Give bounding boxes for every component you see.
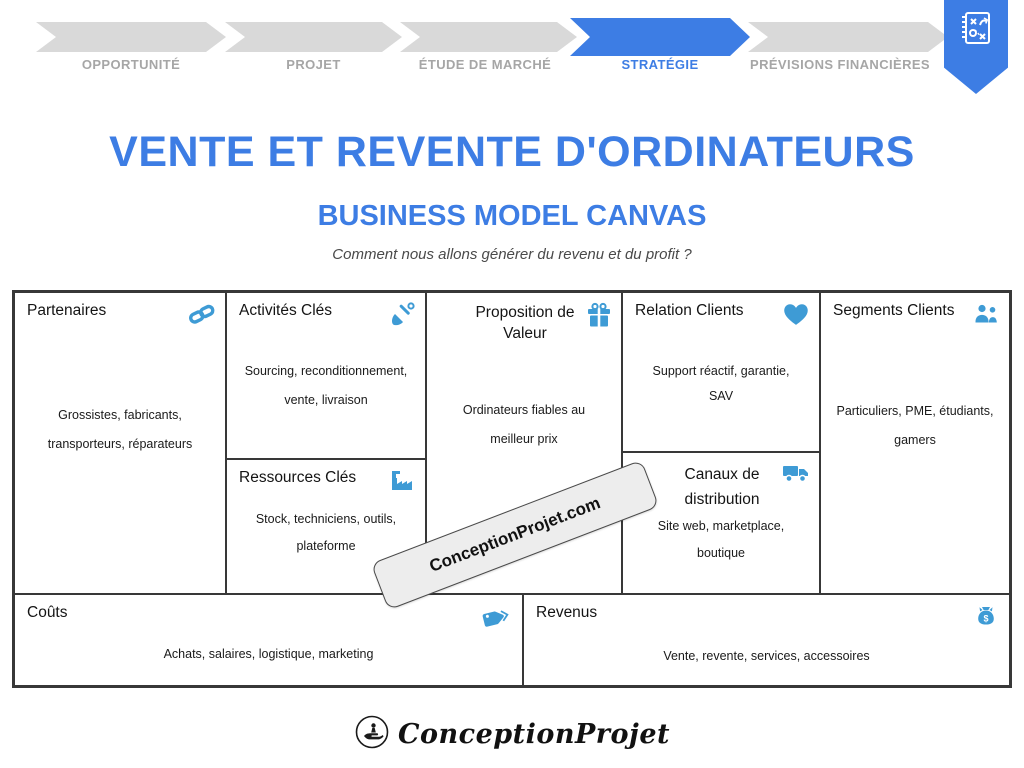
brand-name: ConceptionProjet: [398, 719, 670, 750]
activites-cles-section: [226, 292, 426, 459]
heart-icon: [783, 302, 809, 331]
couts-title: Coûts: [27, 604, 68, 621]
couts-text: Achats, salaires, logistique, marketing: [163, 647, 374, 661]
truck-icon: [782, 462, 810, 489]
svg-text:$: $: [983, 613, 989, 624]
ressources-cles-title: Ressources Clés: [239, 469, 357, 486]
partenaires-text: Grossistes, fabricants, transporteurs, réparateurs: [47, 408, 193, 451]
step-label-projet: PROJET: [286, 57, 341, 72]
proposition-valeur-text: Ordinateurs fiables au meilleur prix: [462, 403, 586, 446]
step-arrow-opportunite: [36, 22, 226, 52]
step-label-etude-de-marche: ÉTUDE DE MARCHÉ: [418, 57, 552, 72]
step-label-previsions-financieres: PRÉVISIONS FINANCIÈRES: [750, 57, 930, 72]
footer-brand: [0, 714, 1024, 755]
gift-icon: [586, 302, 612, 333]
people-icon: [973, 302, 999, 331]
hand-holding-pawn-icon: [354, 714, 390, 755]
step-arrow-etude-de-marche: [400, 22, 577, 52]
couts-section: [14, 594, 523, 686]
canaux-distribution-title: Canaux de distribution: [684, 466, 760, 508]
strategy-ribbon: [944, 0, 1008, 94]
relation-clients-section: [622, 292, 820, 452]
step-arrow-previsions-financieres: [748, 22, 948, 52]
chain-link-icon: [189, 302, 215, 331]
business-model-canvas: [12, 290, 1012, 688]
step-arrow-projet: [225, 22, 402, 52]
step-label-strategie: STRATÉGIE: [621, 57, 699, 72]
activites-cles-text: Sourcing, reconditionnement, vente, livraison: [244, 364, 408, 407]
money-bag-icon: [973, 604, 999, 635]
shovel-icon: [391, 302, 415, 331]
segments-clients-section: [820, 292, 1010, 594]
tag-icon: [482, 604, 512, 633]
canaux-distribution-text: Site web, marketplace, boutique: [657, 519, 785, 560]
revenus-title: Revenus: [536, 604, 598, 621]
segments-clients-title: Segments Clients: [833, 302, 955, 319]
page-subtitle: BUSINESS MODEL CANVAS: [317, 200, 707, 232]
revenus-text: Vente, revente, services, accessoires: [663, 649, 870, 663]
relation-clients-title: Relation Clients: [635, 302, 744, 319]
page-title: VENTE ET REVENTE D'ORDINATEURS: [109, 128, 915, 176]
proposition-valeur-title: Proposition de Valeur: [475, 304, 575, 342]
partenaires-section: [14, 292, 226, 594]
canaux-distribution-section: [622, 452, 820, 594]
step-label-opportunite: OPPORTUNITÉ: [81, 57, 181, 72]
page-tagline: Comment nous allons générer du revenu et du profit ?: [332, 246, 692, 263]
partenaires-title: Partenaires: [27, 302, 107, 319]
ressources-cles-text: Stock, techniciens, outils, plateforme: [255, 512, 397, 553]
revenus-section: [523, 594, 1010, 686]
factory-icon: [389, 469, 415, 498]
relation-clients-text: Support réactif, garantie, SAV: [652, 364, 790, 403]
watermark-banner: ConceptionProjet.com: [371, 460, 660, 611]
segments-clients-text: Particuliers, PME, étudiants, gamers: [836, 404, 994, 447]
step-arrow-strategie: [570, 18, 750, 56]
activites-cles-title: Activités Clés: [239, 302, 333, 319]
